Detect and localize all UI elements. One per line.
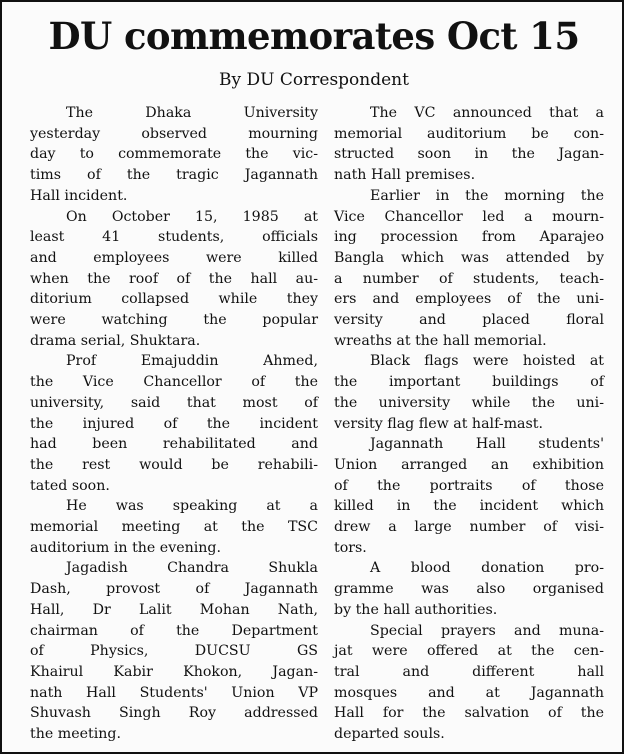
- article-line: Shuvash Singh Roy addressed: [30, 705, 318, 722]
- article-column-right: [334, 103, 604, 745]
- byline: By DU Correspondent: [219, 70, 409, 90]
- article-line: and employees were killed: [30, 249, 318, 266]
- article-line: yesterday observed mourning: [30, 125, 318, 142]
- article-paragraph: [334, 558, 604, 620]
- article-line: mosques and at Jagannath: [334, 684, 604, 701]
- headline: DU commemorates Oct 15: [48, 14, 580, 58]
- article-line: He was speaking at a: [66, 498, 318, 515]
- article-line: of the portraits of those: [334, 477, 604, 494]
- article-line: had been rehabilitated and: [30, 436, 318, 453]
- article-line: the Vice Chancellor of the: [30, 374, 318, 391]
- article-line: the rest would be rehabili-: [30, 456, 318, 473]
- article-line: nath Hall Students' Union VP: [30, 684, 318, 701]
- article-column-left: [30, 103, 318, 745]
- article-paragraph: [334, 103, 604, 186]
- article-line: Dash, provost of Jagannath: [30, 581, 318, 598]
- article-line: memorial meeting at the TSC: [30, 519, 318, 536]
- article-paragraph: [334, 434, 604, 558]
- article-paragraph: [30, 103, 318, 207]
- article-line: auditorium in the evening.: [30, 539, 222, 556]
- article-line: tated soon.: [30, 477, 110, 494]
- article-paragraph: [334, 621, 604, 745]
- article-line: Vice Chancellor led a mourn-: [334, 208, 604, 225]
- article-line: ing procession from Aparajeo: [334, 229, 604, 246]
- article-line: Jagannath Hall students': [370, 436, 604, 453]
- article-line: versity and placed floral: [334, 312, 604, 329]
- article-line: On October 15, 1985 at: [66, 208, 318, 225]
- article-line: structed soon in the Jagan-: [334, 146, 604, 163]
- article-line: Hall incident.: [30, 187, 128, 204]
- article-line: Union arranged an exhibition: [334, 456, 604, 473]
- article-line: Jagadish Chandra Shukla: [66, 560, 318, 577]
- article-line: The VC announced that a: [370, 105, 604, 121]
- article-line: killed in the incident which: [334, 498, 604, 515]
- article-line: gramme was also organised: [334, 581, 604, 598]
- article-line: Khairul Kabir Khokon, Jagan-: [30, 663, 318, 680]
- article-line: memorial auditorium be con-: [334, 125, 604, 142]
- article-line: the meeting.: [30, 726, 121, 743]
- article-paragraph: [334, 351, 604, 434]
- article-line: when the roof of the hall au-: [30, 270, 318, 287]
- article-line: the injured of the incident: [30, 415, 318, 432]
- article-line: ditorium collapsed while they: [30, 291, 318, 308]
- article-line: Special prayers and muna-: [370, 622, 604, 639]
- article-line: of Physics, DUCSU GS: [30, 643, 318, 660]
- article-line: drama serial, Shuktara.: [30, 332, 201, 349]
- article-line: tors.: [334, 539, 367, 556]
- article-paragraph: [30, 207, 318, 352]
- article-line: university, said that most of: [30, 394, 318, 411]
- article-line: Earlier in the morning the: [370, 187, 604, 204]
- article-line: least 41 students, officials: [30, 229, 318, 246]
- article-line: Bangla which was attended by: [334, 249, 604, 266]
- article-paragraph: [30, 351, 318, 496]
- article-paragraph: [334, 186, 604, 352]
- article-line: Hall for the salvation of the: [334, 705, 604, 722]
- article-line: tral and different hall: [334, 663, 604, 680]
- article-line: the important buildings of: [334, 374, 604, 391]
- article-line: Prof Emajuddin Ahmed,: [66, 353, 318, 370]
- article-line: day to commemorate the vic-: [30, 146, 318, 163]
- article-line: the university while the uni-: [334, 394, 604, 411]
- article-line: A blood donation pro-: [370, 560, 604, 577]
- article-line: wreaths at the hall memorial.: [334, 332, 547, 349]
- article-paragraph: [30, 496, 318, 558]
- article-line: The Dhaka University: [66, 105, 318, 121]
- article-line: by the hall authorities.: [334, 601, 498, 618]
- article-line: nath Hall premises.: [334, 167, 476, 184]
- article-line: ers and employees of the uni-: [334, 291, 604, 308]
- article-line: versity flag flew at half-mast.: [334, 415, 544, 432]
- article-line: departed souls.: [334, 726, 445, 743]
- article-line: were watching the popular: [30, 312, 318, 329]
- article-line: Black flags were hoisted at: [370, 353, 604, 370]
- article-line: a number of students, teach-: [334, 270, 604, 287]
- article-line: tims of the tragic Jagannath: [30, 167, 318, 184]
- article-line: jat were offered at the cen-: [334, 643, 604, 660]
- article-line: chairman of the Department: [30, 622, 318, 639]
- article-paragraph: [30, 558, 318, 744]
- article-line: drew a large number of visi-: [334, 519, 604, 536]
- article-line: Hall, Dr Lalit Mohan Nath,: [30, 601, 318, 618]
